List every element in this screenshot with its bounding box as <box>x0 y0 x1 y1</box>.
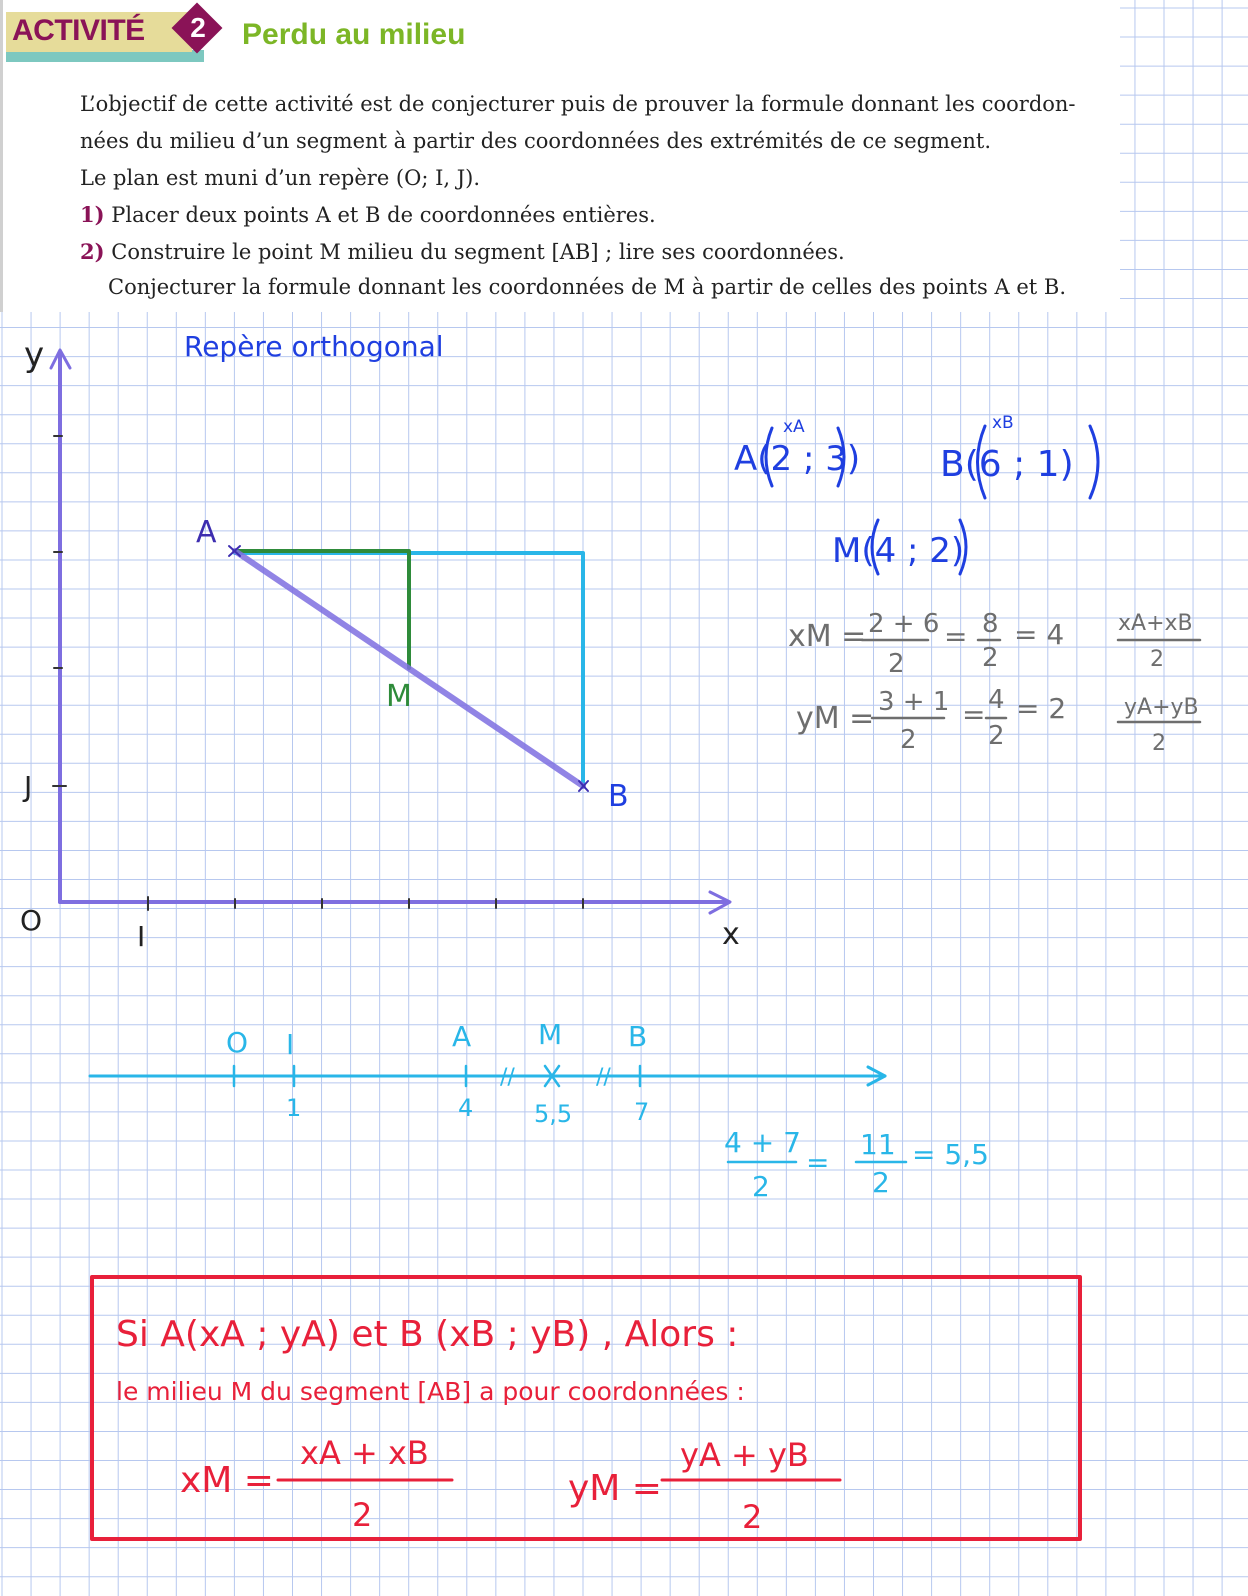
nl-calc-eq: = <box>806 1146 830 1179</box>
conclusion-yM-num: yA + yB <box>680 1436 809 1474</box>
unit-J-label: J <box>24 770 33 803</box>
yM-formula-num: yA+yB <box>1124 695 1199 720</box>
nl-label-O: O <box>226 1026 249 1059</box>
calc-yM-den2: 2 <box>988 721 1005 751</box>
nl-value-4: 4 <box>458 1094 474 1122</box>
xM-formula-den: 2 <box>1150 647 1164 672</box>
intro-line-1: L’objectif de cette activité est de conjecturer puis de prouver la formule donnant les coordon- <box>80 92 1076 116</box>
origin-label: O <box>20 904 43 937</box>
coords-B: B(6 ; 1) <box>940 444 1074 485</box>
nl-label-A: A <box>452 1020 472 1053</box>
coords-A-hint: xA <box>783 417 805 437</box>
conclusion-xM-num: xA + xB <box>300 1434 429 1472</box>
coords-M: M(4 ; 2) <box>832 531 965 571</box>
badge-number: 2 <box>190 12 206 43</box>
calc-yM-label: yM = <box>796 701 875 736</box>
xM-formula-num: xA+xB <box>1118 611 1193 636</box>
calc-xM-result: = 4 <box>1014 618 1065 651</box>
nl-calc-num2: 11 <box>860 1128 896 1161</box>
nl-label-M: M <box>538 1018 563 1051</box>
axis-ticks <box>53 436 583 910</box>
nl-calc-den: 2 <box>752 1170 770 1203</box>
coords-B-hint: xB <box>992 413 1014 433</box>
conclusion-line-1: Si A(xA ; yA) et B (xB ; yB) , Alors : <box>116 1314 739 1355</box>
nl-calc-num: 4 + 7 <box>724 1126 801 1159</box>
calc-xM-den2: 2 <box>982 643 999 673</box>
calc-yM-num: 3 + 1 <box>878 687 950 717</box>
calc-xM-eq: = <box>944 620 968 653</box>
y-axis-label: y <box>24 335 45 375</box>
point-A-label: A <box>196 515 217 550</box>
intro-line-2: nées du milieu d’un segment à partir des coordonnées des extrémités de ce segment. <box>80 129 992 153</box>
conclusion-yM-label: yM = <box>568 1468 662 1509</box>
conclusion-xM-label: xM = <box>180 1460 274 1501</box>
unit-I-label: I <box>137 920 146 953</box>
coords-A: A(2 ; 3) <box>734 439 861 479</box>
activity-title: Perdu au milieu <box>242 18 466 51</box>
question-2-number: 2) <box>80 239 105 264</box>
question-2-continuation: Conjecturer la formule donnant les coordonnées de M à partir de celles des points A et B. <box>108 275 1066 299</box>
graph-heading: Repère orthogonal <box>184 330 444 363</box>
nl-label-I: I <box>286 1028 295 1061</box>
calc-yM-den: 2 <box>900 725 917 755</box>
badge-word: ACTIVITÉ <box>12 14 145 47</box>
question-1-text: Placer deux points A et B de coordonnées entières. <box>111 203 656 227</box>
yM-formula-den: 2 <box>1152 731 1166 756</box>
intro-line-3: Le plan est muni d’un repère (O; I, J). <box>80 166 481 190</box>
nl-value-1: 1 <box>286 1094 302 1122</box>
calc-yM-num2: 4 <box>988 685 1005 715</box>
nl-value-7: 7 <box>634 1098 650 1126</box>
calc-xM-num: 2 + 6 <box>868 609 940 639</box>
conclusion-yM-den: 2 <box>742 1498 763 1536</box>
nl-equal-mark-left: // <box>500 1065 515 1090</box>
point-B-label: B <box>608 779 629 814</box>
question-2-text: Construire le point M milieu du segment [AB] ; lire ses coordonnées. <box>111 240 845 264</box>
nl-calc-den2: 2 <box>872 1166 890 1199</box>
nl-label-B: B <box>628 1020 648 1053</box>
calc-xM-den: 2 <box>888 649 905 679</box>
nl-value-5-5: 5,5 <box>534 1100 573 1128</box>
question-1-number: 1) <box>80 202 105 227</box>
calc-xM-label: xM = <box>788 619 867 654</box>
point-M-label: M <box>386 679 412 714</box>
calc-yM-result: = 2 <box>1016 692 1067 725</box>
x-axis-label: x <box>722 917 740 952</box>
conclusion-xM-den: 2 <box>352 1496 373 1534</box>
conclusion-line-2: le milieu M du segment [AB] a pour coordonnées : <box>116 1377 745 1406</box>
nl-equal-mark-right: // <box>596 1065 611 1090</box>
calc-yM-eq: = <box>962 698 986 731</box>
nl-calc-result: = 5,5 <box>912 1138 989 1171</box>
calc-xM-num2: 8 <box>982 609 999 639</box>
